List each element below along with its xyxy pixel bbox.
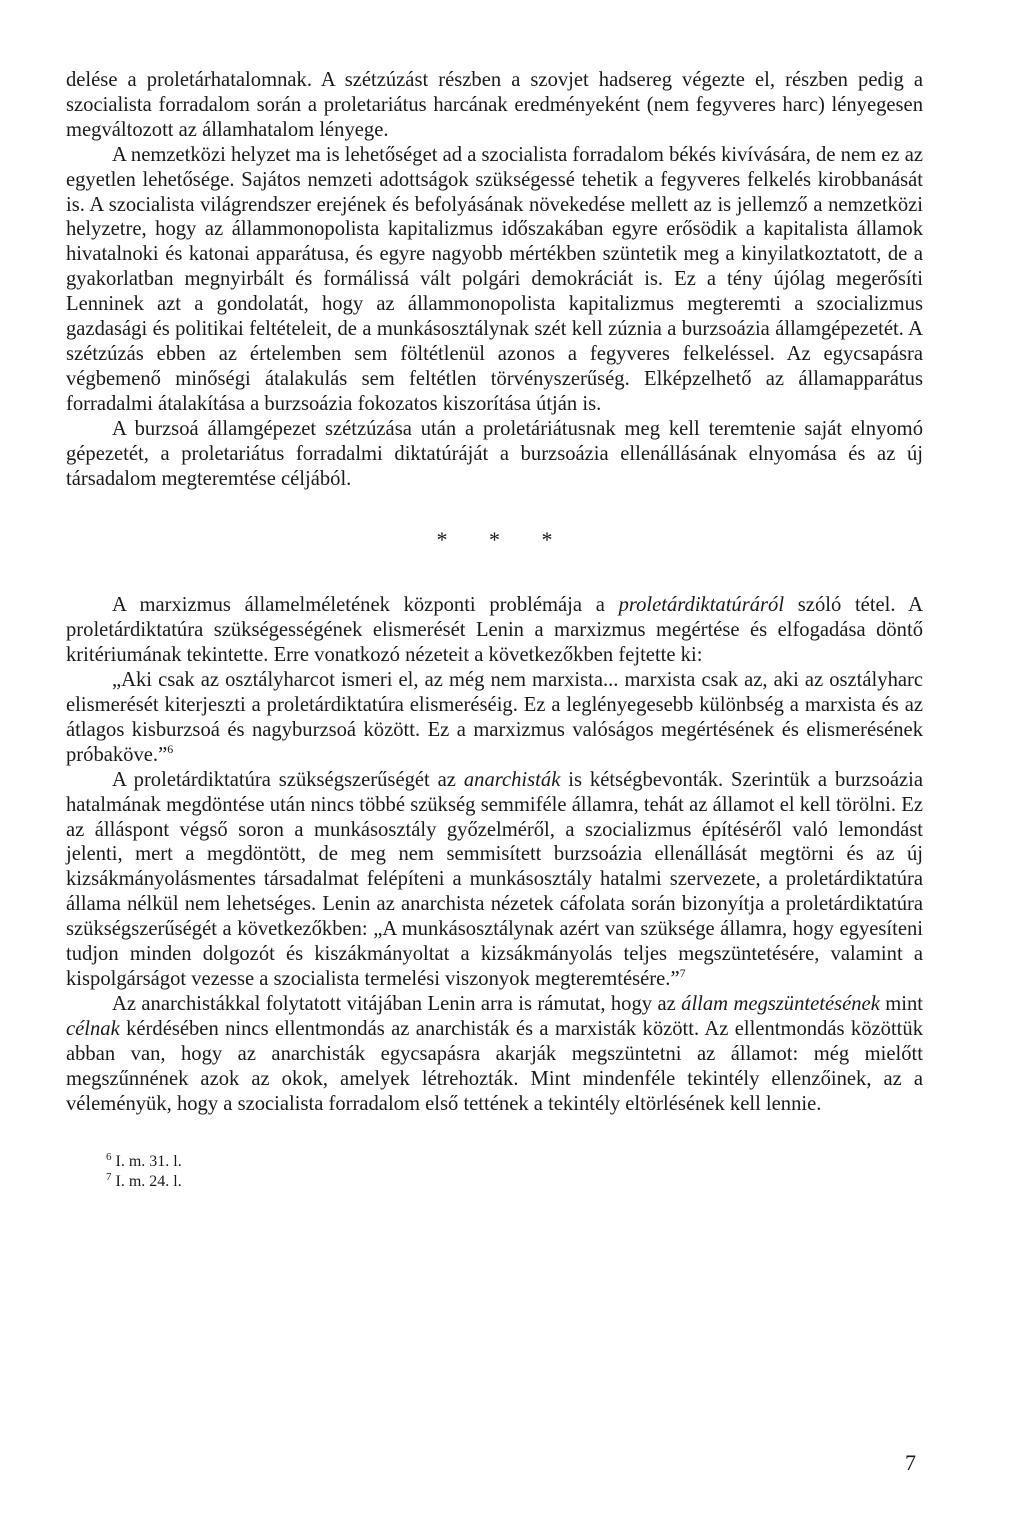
italic-term: proletárdiktatúráról — [618, 594, 785, 617]
text-run: A nemzetközi helyzet ma is lehetőséget ad a szocialista forradalom békés kivívására, de nem ez az egyetlen lehetősége. Sajátos nemzeti adottságok szükségessé tehetik a fegyveres felkelés kirobbanását is. A szocialista világrendszer erejének és befolyásának növekedése mellett az is jellemző a nemzetközi helyzetre, hogy az állammonopolista kapitalizmus időszakában egyre erősödik a kapitalista államok hivatalnoki és katonai apparátusa, és egyre nagyobb mértékben szüntetik meg a kinyilatkoztatott, de a gyakorlatban megnyirbált és formálissá vált polgári demokráciát is. Ez a tény újólag megerősíti Lenninek azt a gondolatát, hogy az állammonopolista kapitalizmus megteremti a szocializmus gazdasági és politikai feltételeit, de a munkásosztálynak szét kell zúznia a burzsoázia államgépezetét. A szétzúzás ebben az értelemben sem föltétlenül azonos a fegyveres felkeléssel. Az egycsapásra végbemenő minőségi átalakulás sem feltétlen törvényszerűség. Elképzelhető az államapparátus forradalmi átalakítása a burzsoázia fokozatos kiszorítása útján is. — [66, 143, 923, 415]
paragraph-p1 — [66, 68, 923, 143]
section-separator: * * * — [436, 527, 571, 553]
text-run: Az anarchistákkal folytatott vitájában Lenin arra is rámutat, hogy az — [112, 992, 682, 1015]
paragraph-p6 — [66, 768, 923, 992]
text-run: A proletárdiktatúra szükségszerűségét az — [112, 768, 464, 791]
text-run: szóló tétel. A proletárdiktatúra szükségességének elismerését Lenin a marxizmus megértése és elfogadása döntő kritériumának tekintette. Erre vonatkozó nézeteit a következőkben fejtette ki: — [66, 594, 924, 667]
text-run: A marxizmus államelméletének központi problémája a — [112, 594, 619, 617]
italic-term: anarchisták — [463, 768, 561, 791]
paragraph-p5 — [66, 668, 923, 768]
footnote-text: I. m. 31. l. — [115, 1153, 182, 1171]
italic-term: állam megszüntetésének — [681, 992, 880, 1015]
text-run: A burzsoá államgépezet szétzúzása után a proletáriátusnak meg kell teremtenie saját elnyomó gépezetét, a proletariátus forradalmi diktatúráját a burzsoázia ellenállásának elnyomása és az új társadalom megteremtése céljából. — [66, 417, 923, 490]
footnote-number: 7 — [106, 1171, 112, 1184]
page-body — [66, 68, 923, 1192]
footnote — [66, 1172, 923, 1192]
text-run: is kétségbevonták. Szerintük a burzsoázia hatalmának megdöntése után nincs többé szükség semmiféle államra, tehát az államot el kell törölni. Ez az álláspont végső soron a munkásosztály győzelméről, a szocializmus építéséről való lemondást jelenti, mert a megdöntött, de meg nem semmisített burzsoázia ellenállását megtörni és az új kizsákmányolásmentes társadalmat felépíteni a munkásosztály hatalmi szervezete, a proletárdiktatúra állama nélkül nem lehetséges. Lenin az anarchista nézetek cáfolata során bizonyítja a proletárdiktatúra szükségszerűségét a következőkben: „A munkásosztálynak azért van szüksége államra, hogy egyesíteni tudjon minden dolgozót és kiszákmányoltat a kizsákmányolás teljes megszüntetésére, valamint a kispolgárságot vezesse a szocialista termelési viszonyok megteremtésére.” — [66, 768, 923, 990]
page-number: 7 — [905, 1450, 916, 1475]
paragraph-p3 — [66, 417, 923, 492]
paragraph-p4 — [66, 593, 923, 668]
paragraph-p7 — [66, 992, 923, 1117]
footnote-number: 6 — [106, 1151, 112, 1164]
footnotes — [66, 1152, 923, 1192]
text-section-1 — [66, 68, 923, 491]
footnote-text: I. m. 24. l. — [115, 1173, 182, 1191]
footnote-ref: 6 — [167, 741, 174, 756]
text-run: mint — [879, 992, 923, 1015]
paragraph-p2 — [66, 143, 923, 417]
text-section-2 — [66, 593, 923, 1116]
text-run: „Aki csak az osztályharcot ismeri el, az még nem marxista... marxista csak az, aki az osztályharc elismerését kiterjeszti a proletárdiktatúra elismeréséig. Ez a leglényegesebb különbség a marxista és az átlagos kisburzsoá és nagyburzsoá között. Ez a marxizmus valóságos megértésének és elismerésének próbaköve.” — [66, 669, 923, 766]
footnote — [66, 1152, 923, 1172]
italic-term: célnak — [66, 1017, 120, 1040]
footnote-ref: 7 — [679, 966, 686, 981]
text-run: kérdésében nincs ellentmondás az anarchisták és a marxisták között. Az ellentmondás közöttük abban van, hogy az anarchisták egycsapásra akarják megszüntetni az államot: még mielőtt megszűnnének azok az okok, amelyek létrehozták. Mint mindenféle tekintély ellenzőinek, az a véleményük, hogy a szocialista forradalom első tettének a tekintély eltörlésének kell lennie. — [66, 1017, 923, 1115]
text-run: delése a proletárhatalomnak. A szétzúzást részben a szovjet hadsereg végezte el, részben pedig a szocialista forradalom során a proletariátus harcának eredményeként (nem fegyveres harc) lényegesen megváltozott az államhatalom lényege. — [66, 69, 923, 141]
